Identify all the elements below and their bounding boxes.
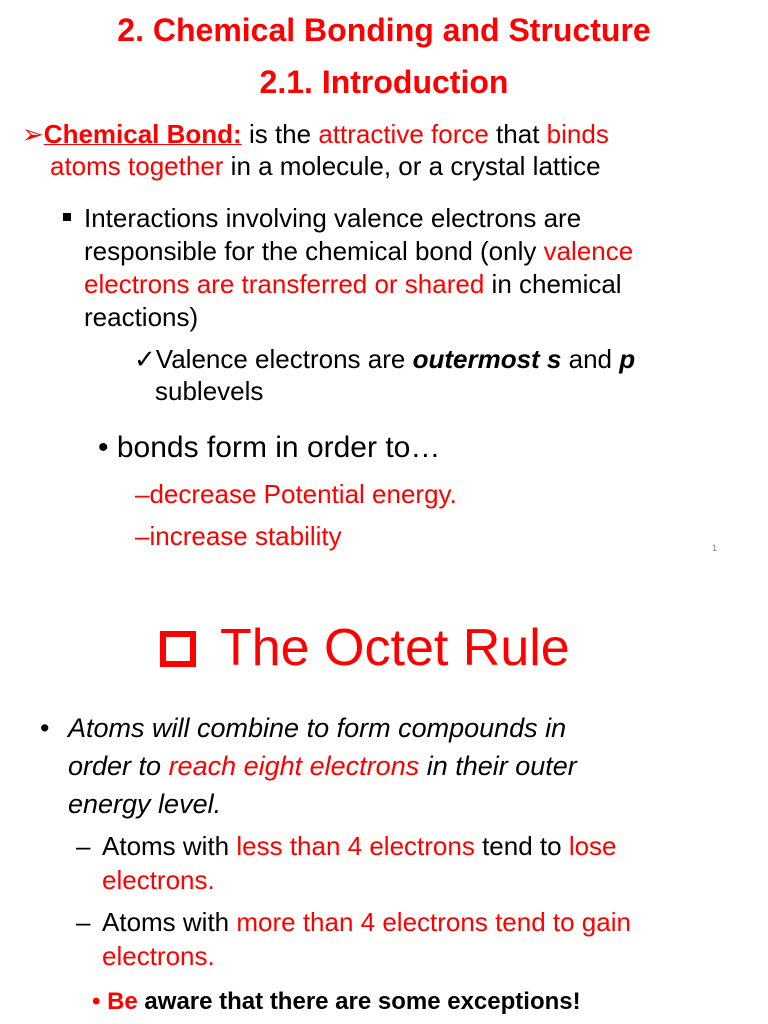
valence-line-2: sublevels [155, 376, 264, 406]
interactions-highlight: valence [543, 236, 634, 266]
sub-highlight: lose [568, 831, 617, 861]
sub-line: electrons. [102, 941, 215, 971]
dash-icon: – [76, 831, 91, 861]
sub-highlight: more than 4 electrons tend to gain [236, 907, 631, 937]
bullet-icon: • [40, 713, 50, 743]
sub-item-1 [76, 829, 90, 863]
bullet-icon: • [98, 431, 109, 464]
interactions-highlight: electrons are transferred or shared [84, 269, 485, 299]
sub-text: Atoms with [102, 831, 237, 861]
octet-rule-title [160, 618, 570, 678]
octet-line [68, 747, 758, 785]
sub-line [102, 829, 742, 863]
bond-definition [22, 118, 609, 150]
sub-highlight: less than 4 electrons [236, 831, 475, 861]
sub-text: tend to [474, 831, 569, 861]
octet-text: order to [68, 751, 169, 781]
octet-rule-title-text: The Octet Rule [220, 619, 570, 677]
term-label: Chemical Bond: [43, 119, 242, 149]
interactions-line: Interactions involving valence electrons are [84, 203, 582, 233]
checkbox-square-icon [160, 631, 196, 667]
def-text: in a molecule, or a crystal lattice [223, 151, 601, 181]
octet-highlight: reach eight electrons [168, 751, 420, 781]
bullet-icon: • [92, 988, 101, 1015]
sub-item-2-text [102, 905, 762, 973]
square-bullet-icon [63, 213, 71, 221]
octet-line: Atoms will combine to form compounds in [68, 713, 567, 743]
bonds-form-bullet [98, 430, 440, 466]
exceptions-note [92, 986, 581, 1018]
def-text: that [488, 119, 547, 149]
octet-bullet [40, 709, 49, 747]
def-highlight: attractive force [318, 119, 489, 149]
interactions-text: in chemical [484, 269, 622, 299]
valence-text: Valence electrons are [155, 344, 413, 374]
note-text: aware that there are some exceptions! [137, 988, 581, 1015]
octet-line: energy level. [68, 789, 222, 819]
def-highlight: binds [546, 119, 609, 149]
bond-definition-cont [50, 150, 601, 182]
def-highlight: atoms together [50, 151, 224, 181]
bonds-form-text: bonds form in order to… [116, 431, 441, 464]
valence-line [134, 343, 635, 375]
note-highlight: Be [107, 988, 138, 1015]
octet-bullet-text [68, 709, 758, 823]
valence-text: and [561, 344, 620, 374]
bonds-form-sub: –decrease Potential energy. [135, 479, 457, 509]
interactions-text: responsible for the chemical bond (only [84, 236, 544, 266]
section-title: 2.1. Introduction [259, 64, 509, 100]
sub-item-1-text [102, 829, 742, 897]
checkmark-icon: ✓ [134, 344, 156, 374]
interactions-line [84, 268, 622, 300]
bonds-form-sub: –increase stability [135, 521, 342, 551]
sub-line: electrons. [102, 865, 215, 895]
interactions-line [84, 235, 633, 267]
valence-bold: p [619, 344, 636, 374]
def-text: is the [241, 119, 319, 149]
interactions-line: reactions) [84, 302, 199, 332]
arrow-bullet-icon: ➢ [22, 119, 44, 149]
page-number: 1 [712, 543, 718, 553]
sub-line [102, 905, 762, 939]
page-title: 2. Chemical Bonding and Structure [117, 12, 651, 48]
valence-bold: outermost s [412, 344, 562, 374]
sub-item-2 [76, 905, 90, 939]
dash-icon: – [76, 907, 91, 937]
sub-text: Atoms with [102, 907, 237, 937]
octet-text: in their outer [419, 751, 577, 781]
